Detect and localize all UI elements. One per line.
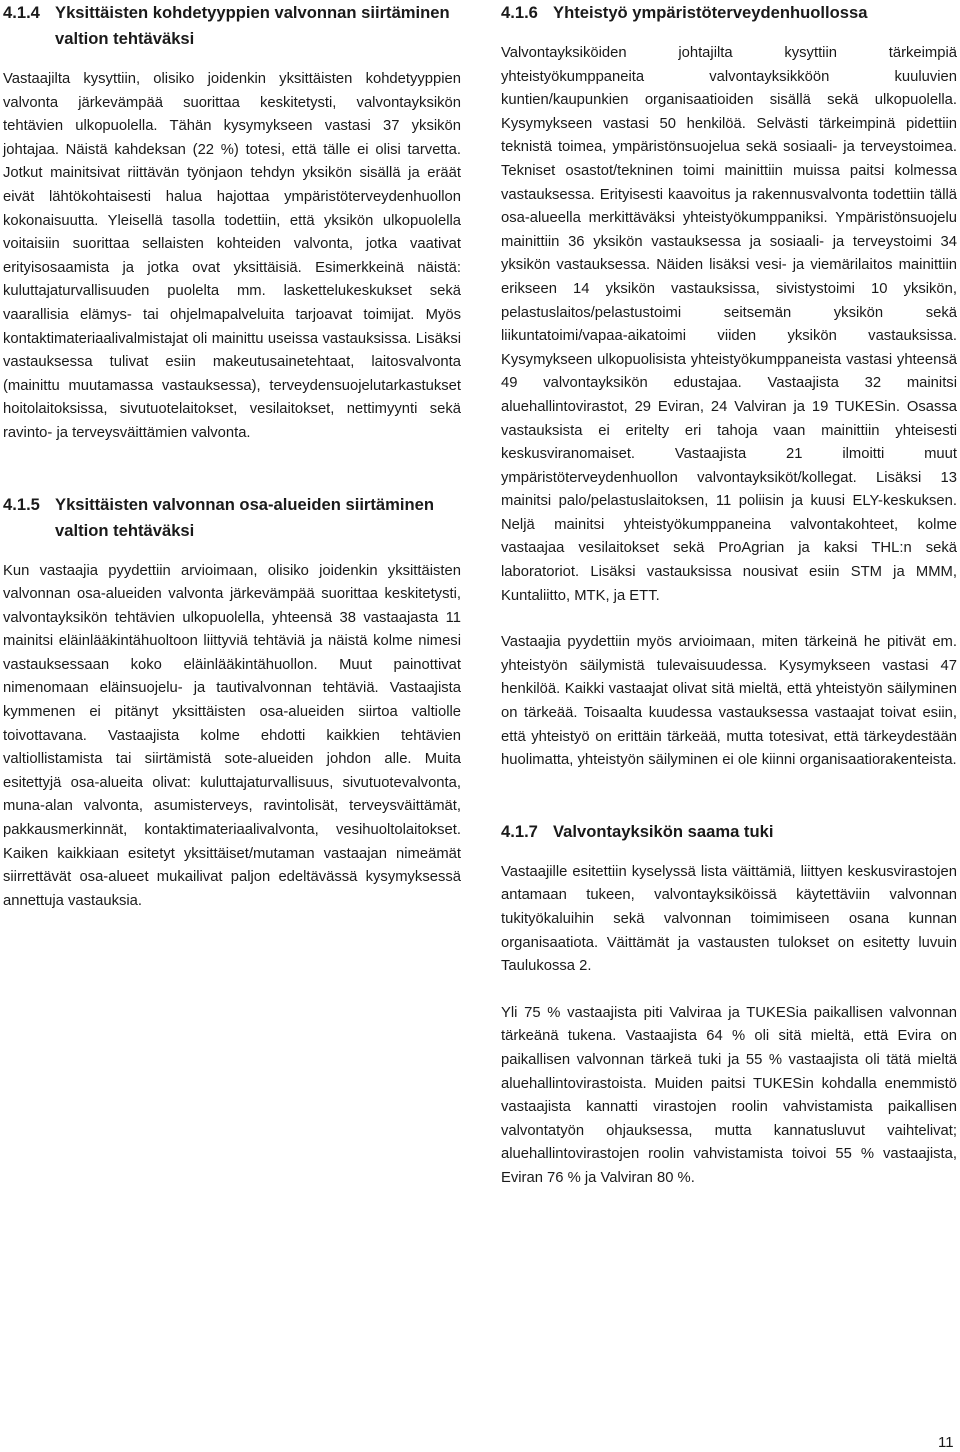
section-heading [501, 819, 957, 845]
section-heading [3, 0, 461, 52]
paragraph: Vastaajilta kysyttiin, olisiko joidenkin yksittäisten kohdetyyppien valvonta järkevämpää suorittaa keskitetysti, valvontayksikön tehtävien ulkopuolella. Tähän kysymykseen vastasi 37 yksikön johtajaa. Näistä kahdeksan (22 %) totesi, että tälle ei olisi tarvetta. Jotkut mainitsivat riittävän työnjaon tehdyn yksikön sisällä ja eräät eivät lähtökohtaisesti halua hajottaa ympäristöterveydenhuollon kokonaisuutta. Yleisellä tasolla todettiin, että yksikön ulkopuolella voitaisiin suorittaa sellaisten kohteiden valvonta, jotka vaativat erityisosaamista ja jotka ovat yksittäisiä. Esimerkkeinä näistä: kuluttajaturvallisuuden puolelta mm. laskettelukeskukset sekä vaarallisia elämys- tai ohjelmapalveluita tarjoavat toimijat. Myös kontaktimateriaalivalmistajat oli mainittu useissa vastauksissa. Lisäksi vastauksessa tulivat esiin makeutusainetehtaat, laitosvalvonta (mainittu muutamassa vastauksessa), terveydensuojelutarkastukset hoitolaitoksissa, sivutuotelaitokset, vesilaitokset, nettimyynti sekä ravinto- ja terveysväittämien valvonta. [3, 71, 461, 441]
paragraph: Vastaajille esitettiin kyselyssä lista väittämiä, liittyen keskusvirastojen antamaan tukeen, valvontayksiköissä käytettäviin valvonnan tukityökaluihin sekä valvonnan toimimiseen osana kunnan organisaatiota. Väittämät ja vastausten tulokset on esitetty luvuin Taulukossa 2. [501, 863, 957, 975]
section-number: 4.1.6 [501, 3, 538, 22]
paragraph: Vastaajia pyydettiin myös arvioimaan, miten tärkeinä he pitivät em. yhteistyön säilymistä tulevaisuudessa. Kysymykseen vastasi 47 henkilöä. Kaikki vastaajat olivat sitä mieltä, että yhteistyön säilyminen on tärkeää. Toisaalta kuudessa vastauksessa vastaajat toivat esiin, että yhteistyö on erittäin tärkeää, mutta totesivat, että tärkeydestään huolimatta, yhteistyön säilyminen ei ole kiinni organisaatiorakenteista. [501, 634, 957, 769]
section-number: 4.1.5 [3, 494, 40, 514]
page-number: 11 [938, 1434, 954, 1451]
paragraph: Yli 75 % vastaajista piti Valviraa ja TUKESia paikallisen valvonnan tärkeänä tukena. Vastaajista 64 % oli sitä mieltä, että Evira on paikallisen valvonnan tärkeä tuki ja 55 % vastaajista oli tätä mieltä aluehallintovirastoista. Muiden paitsi TUKESin kohdalla enemmistö vastaajista kannatti virastojen roolin vahvistamista paikallisen valvontatyön ohjauksessa, mutta kannatusluvut vaihtelivat; aluehallintovirastojen roolin vahvistamista toivoi 55 % vastaajista, Eviran 76 % ja Valviran 80 %. [501, 1004, 957, 1186]
section-heading [3, 492, 461, 544]
section-title: Valvontayksikön saama tuki [553, 821, 774, 841]
section-4-1-4 [3, 0, 461, 446]
section-title: Yksittäisten kohdetyyppien valvonnan siirtäminen valtion tehtäväksi [55, 3, 450, 48]
paragraph: Valvontayksiköiden johtajilta kysyttiin tärkeimpiä yhteistyökumppaneita valvontayksikköön kuuluvien kuntien/kaupunkien organisaatioiden sisällä sekä ulkopuolella. Kysymykseen vastasi 50 henkilöä. Selvästi tärkeimpinä pidettiin teknistä toimea, ympäristönsuojelua sekä sosiaali- ja terveystoimea. Tekniset osastot/tekninen toimi mainittiin muissa paitsi kolmessa vastauksessa. Erityisesti kaavoitus ja rakennusvalvonta todettiin tällä osa-alueella merkittäväksi yhteistyökumppaniksi. Ympäristönsuojelu mainittiin 36 yksikön vastauksessa ja sosiaali- ja terveystoimi 34 yksikön vastauksessa. Näiden lisäksi vesi- ja viemärilaitos mainittiin erikseen 14 yksikön vastauksissa, sivistystoimi 10 yksikön, pelastuslaitos/pelastustoimi seitsemän yksikön sekä liikuntatoimi/vapaa-aikatoimi viiden yksikön vastauksissa. Kysymykseen ulkopuolisista yhteistyökumppaneista vastasi yhteensä 49 valvontayksikön edustajaa. Vastaajista 32 mainitsi aluehallintovirastot, 29 Eviran, 24 Valviran ja 19 TUKESin. Osassa vastauksista ei eritelty eri tahoja vaan mainittiin yhteisesti keskusviranomaiset. Vastaajista 21 ilmoitti muut ympäristöterveydenhuollon valvontayksiköt/kollegat. Lisäksi 13 mainitsi palo/pelastuslaitoksen, 11 poliisin ja kuusi ELY-keskuksen. Neljä mainitsi yhteistyökumppaneina valvontakohteet, kolme vastaajaa vesilaitokset sekä ProAgrian ja kaksi THL:n sekä laboratoriot. Lisäksi vastauksissa nousivat esiin STM ja MMM, Kuntaliitto, MTK, ja ETT. [501, 45, 957, 604]
section-title: Yhteistyö ympäristöterveydenhuollossa [553, 3, 868, 22]
section-4-1-5 [3, 492, 461, 914]
section-4-1-7 [501, 819, 957, 1191]
section-number: 4.1.7 [501, 821, 538, 841]
paragraph: Kun vastaajia pyydettiin arvioimaan, olisiko joidenkin yksittäisten valvonnan osa-alueiden valvonta järkevämpää suorittaa keskitetysti, valvontayksikön tehtävien ulkopuolella, yhteensä 38 vastaajasta 11 mainitsi eläinlääkintähuoltoon liittyviä tehtäviä ja näistä kolme nimesi vastauksessaan koko eläinlääkintähuollon. Muut painottivat nimenomaan eläinsuojelu- ja tautivalvonnan tehtäviä. Vastaajista kymmenen ei pitänyt yksittäisten osa-alueiden siirtoa valtiolle toivottavana. Vastaajista kolme ehdotti kaikkien tehtävien valtiollistamista tai siirtämistä sote-alueiden johdon alle. Muita esitettyjä osa-alueita olivat: kuluttajaturvallisuus, sivutuotevalvonta, muna-alan valvonta, asumisterveys, ravintolisät, terveysväittämät, pakkausmerkinnät, kontaktimateriaalivalvonta, vesihuoltolaitokset. Kaiken kaikkiaan esitetyt yksittäiset/mutaman vastaajan nimeämät siirrettävät osa-alueet mukailivat paljon edeltävässä kysymyksessä annettuja vastauksia. [3, 562, 461, 909]
section-number: 4.1.4 [3, 3, 40, 22]
right-column [501, 0, 957, 1191]
section-heading [501, 0, 957, 26]
left-column [3, 0, 461, 913]
section-4-1-6 [501, 0, 957, 773]
section-title: Yksittäisten valvonnan osa-alueiden siirtäminen valtion tehtäväksi [55, 494, 435, 540]
